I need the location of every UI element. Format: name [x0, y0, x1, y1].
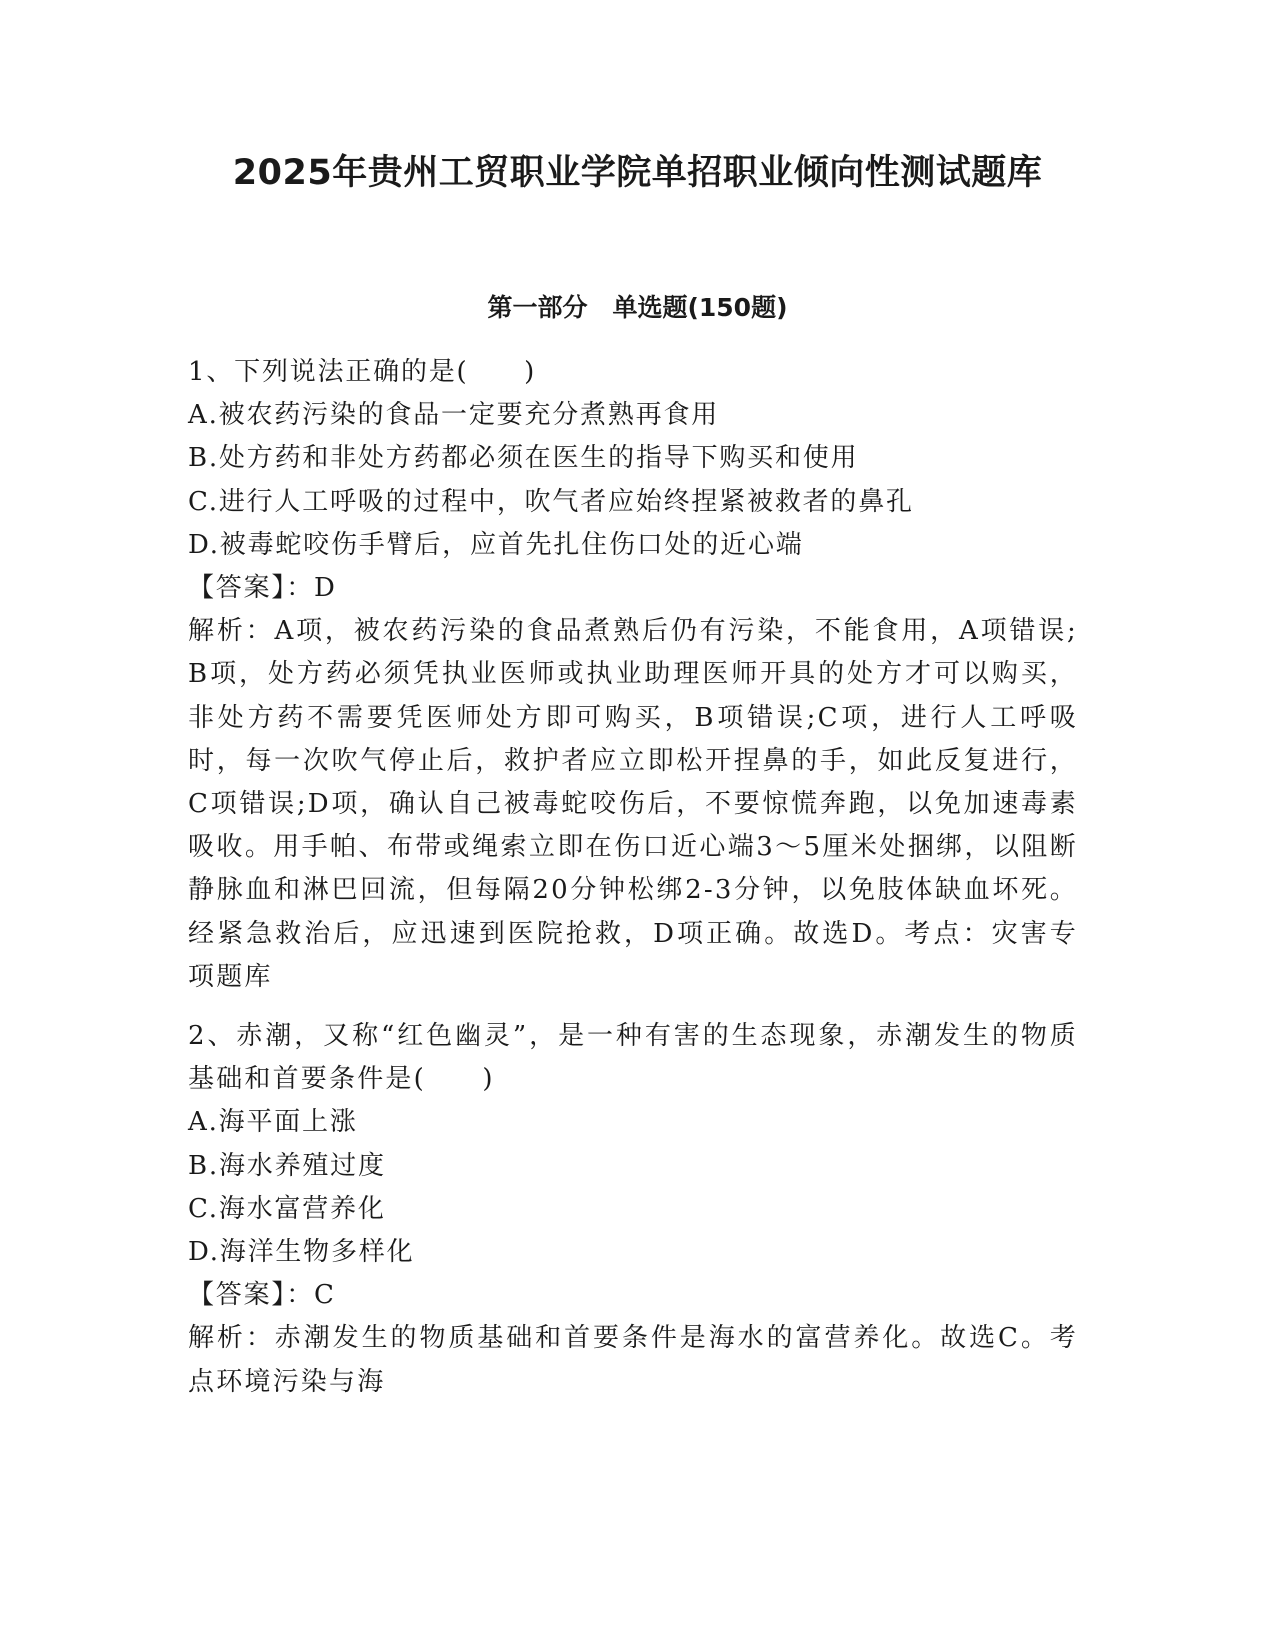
question-2 [188, 1015, 1078, 1404]
answer-label: 【答案】：C [188, 1280, 336, 1311]
answer-label: 【答案】：D [188, 573, 337, 604]
question-list [188, 351, 1078, 1404]
option-d: D.海洋生物多样化 [188, 1237, 415, 1268]
analysis-text: 解析：A项，被农药污染的食品煮熟后仍有污染，不能食用，A项错误;B项，处方药必须凭执业医师或执业助理医师开具的处方才可以购买，非处方药不需要凭医师处方即可购买，B项错误;C项，进行人工呼吸时，每一次吹气停止后，救护者应立即松开捏鼻的手，如此反复进行，C项错误;D项，确认自己被毒蛇咬伤后，不要惊慌奔跑，以免加速毒素吸收。用手帕、布带或绳索立即在伤口近心端3～5厘米处捆绑，以阻断静脉血和淋巴回流，但每隔20分钟松绑2-3分钟，以免肢体缺血坏死。经紧急救治后，应迅速到医院抢救，D项正确。故选D。考点：灾害专项题库 [188, 616, 1078, 992]
option-c: C.海水富营养化 [188, 1193, 386, 1224]
option-c: C.进行人工呼吸的过程中，吹气者应始终捏紧被救者的鼻孔 [188, 486, 914, 517]
option-b: B.处方药和非处方药都必须在医生的指导下购买和使用 [188, 443, 859, 474]
question-1 [188, 351, 1078, 999]
question-stem: 1、下列说法正确的是( ) [188, 357, 537, 387]
option-a: A.被农药污染的食品一定要充分煮熟再食用 [188, 400, 720, 431]
page-title: 2025年贵州工贸职业学院单招职业倾向性测试题库 [232, 153, 1043, 193]
analysis-text: 解析：赤潮发生的物质基础和首要条件是海水的富营养化。故选C。考点环境污染与海 [188, 1323, 1078, 1397]
option-a: A.海平面上涨 [188, 1107, 358, 1138]
option-b: B.海水养殖过度 [188, 1150, 386, 1181]
option-d: D.被毒蛇咬伤手臂后，应首先扎住伤口处的近心端 [188, 529, 804, 560]
question-stem: 2、赤潮，又称“红色幽灵”，是一种有害的生态现象，赤潮发生的物质基础和首要条件是( ) [188, 1021, 1078, 1095]
section-title: 第一部分 单选题(150题) [487, 293, 788, 322]
